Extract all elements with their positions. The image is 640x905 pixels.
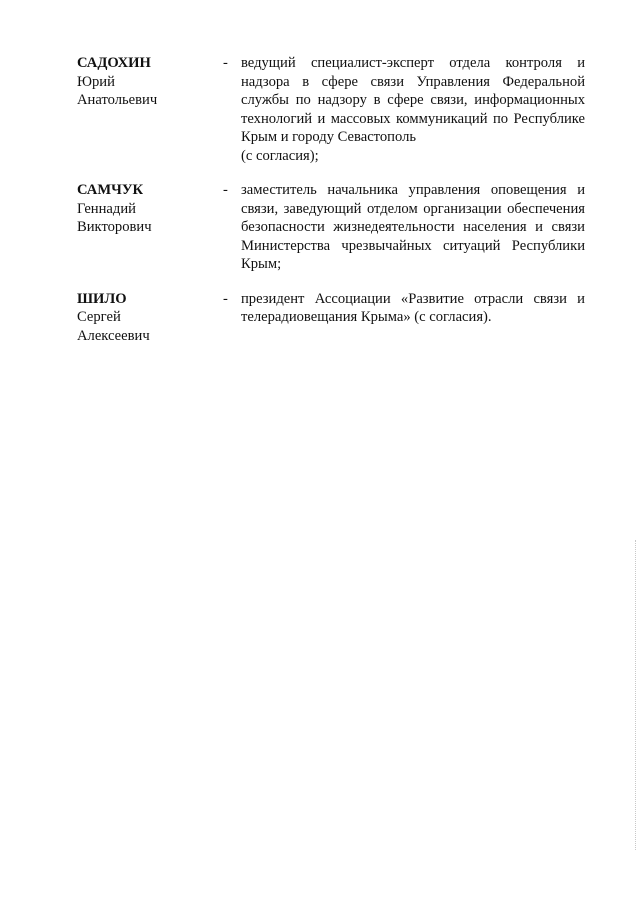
member-surname: САДОХИН xyxy=(77,55,151,71)
member-entry xyxy=(77,181,585,274)
member-entry xyxy=(77,290,585,346)
member-surname: САМЧУК xyxy=(77,182,144,198)
member-patronymic: Анатольевич xyxy=(77,92,158,108)
scan-margin-mark xyxy=(634,540,636,850)
member-description: ведущий специалист-эксперт отдела контроля и надзора в сфере связи Управления Федеральной службы по надзору в сфере связи, информационных технологий и массовых коммуникаций по Республике Крым и городу Севастополь (с согласия); xyxy=(241,55,585,164)
member-name xyxy=(77,181,223,237)
member-name xyxy=(77,54,223,110)
member-description: заместитель начальника управления оповещения и связи, заведующий отделом организации обеспечения безопасности жизнедеятельности населения и связи Министерства чрезвычайных ситуаций Республики Крым; xyxy=(241,182,585,272)
member-patronymic: Викторович xyxy=(77,219,152,235)
entry-dash: - xyxy=(223,182,228,198)
member-surname: ШИЛО xyxy=(77,290,127,307)
entry-dash: - xyxy=(223,290,228,307)
entry-dash: - xyxy=(223,55,228,71)
member-name xyxy=(77,290,223,346)
member-given-name: Геннадий xyxy=(77,200,136,217)
member-given-name: Сергей xyxy=(77,309,121,325)
member-list xyxy=(77,54,585,345)
member-given-name: Юрий xyxy=(77,73,115,90)
member-description: президент Ассоциации «Развитие отрасли связи и телерадиовещания Крыма» (с согласия). xyxy=(241,290,585,325)
member-entry xyxy=(77,54,585,165)
member-patronymic: Алексеевич xyxy=(77,327,150,344)
